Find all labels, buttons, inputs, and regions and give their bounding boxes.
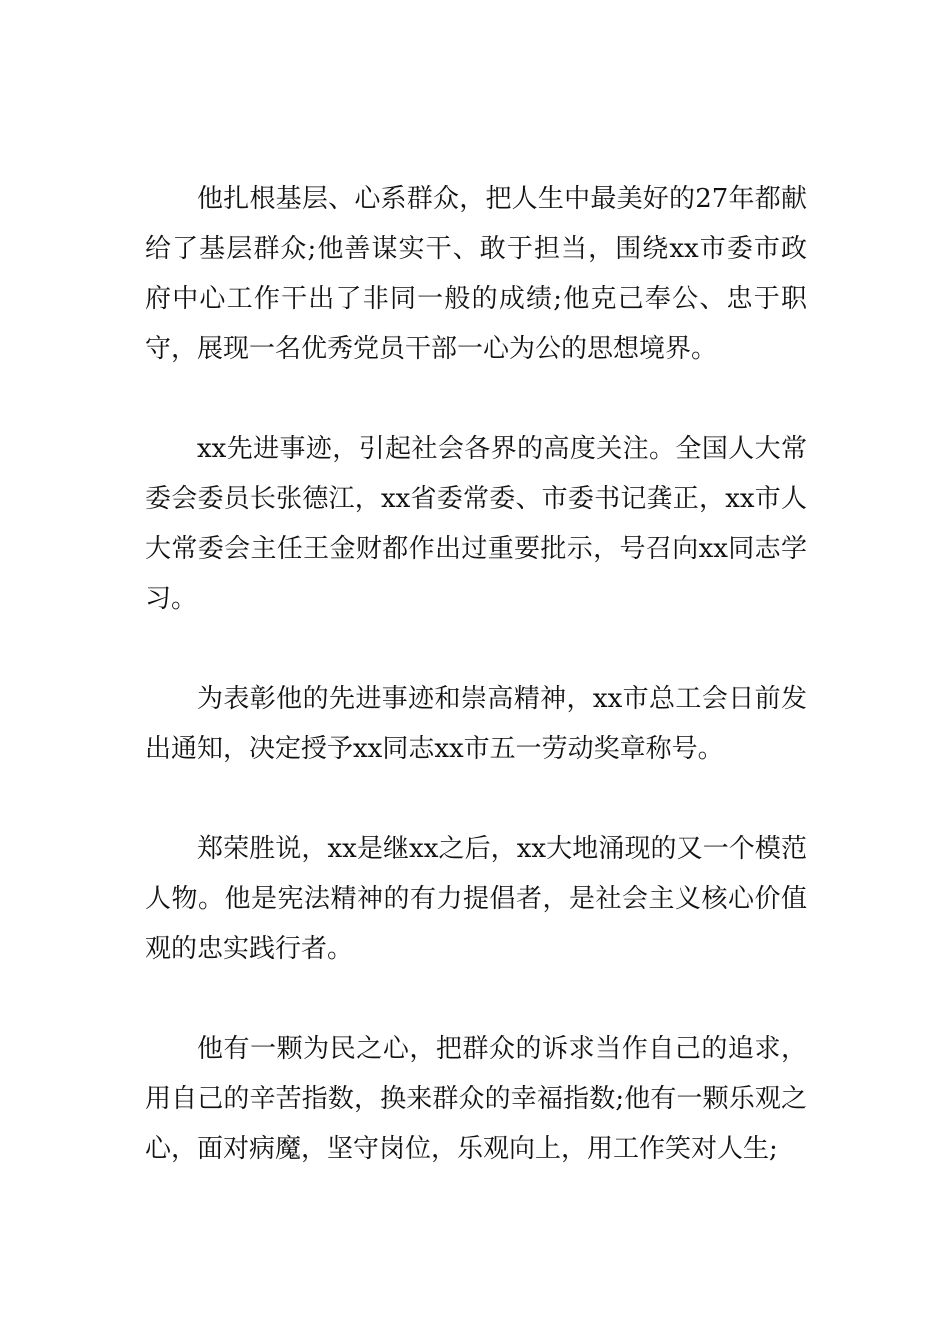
- paragraph: 他扎根基层、心系群众，把人生中最美好的27年都献给了基层群众;他善谋实干、敢于担当，围绕xx市委市政府中心工作干出了非同一般的成绩;他克己奉公、忠于职守，展现一名优秀党员干部一心为公的思想境界。: [145, 184, 807, 364]
- paragraph: 郑荣胜说，xx是继xx之后，xx大地涌现的又一个模范人物。他是宪法精神的有力提倡者，是社会主义核心价值观的忠实践行者。: [145, 834, 807, 964]
- document-body: [145, 174, 807, 1174]
- paragraph: 为表彰他的先进事迹和崇高精神，xx市总工会日前发出通知，决定授予xx同志xx市五一劳动奖章称号。: [145, 684, 807, 764]
- paragraph: xx先进事迹，引起社会各界的高度关注。全国人大常委会委员长张德江，xx省委常委、市委书记龚正，xx市人大常委会主任王金财都作出过重要批示，号召向xx同志学习。: [145, 434, 807, 614]
- paragraph: 他有一颗为民之心，把群众的诉求当作自己的追求，用自己的辛苦指数，换来群众的幸福指数;他有一颗乐观之心，面对病魔，坚守岗位，乐观向上，用工作笑对人生;: [145, 1034, 807, 1164]
